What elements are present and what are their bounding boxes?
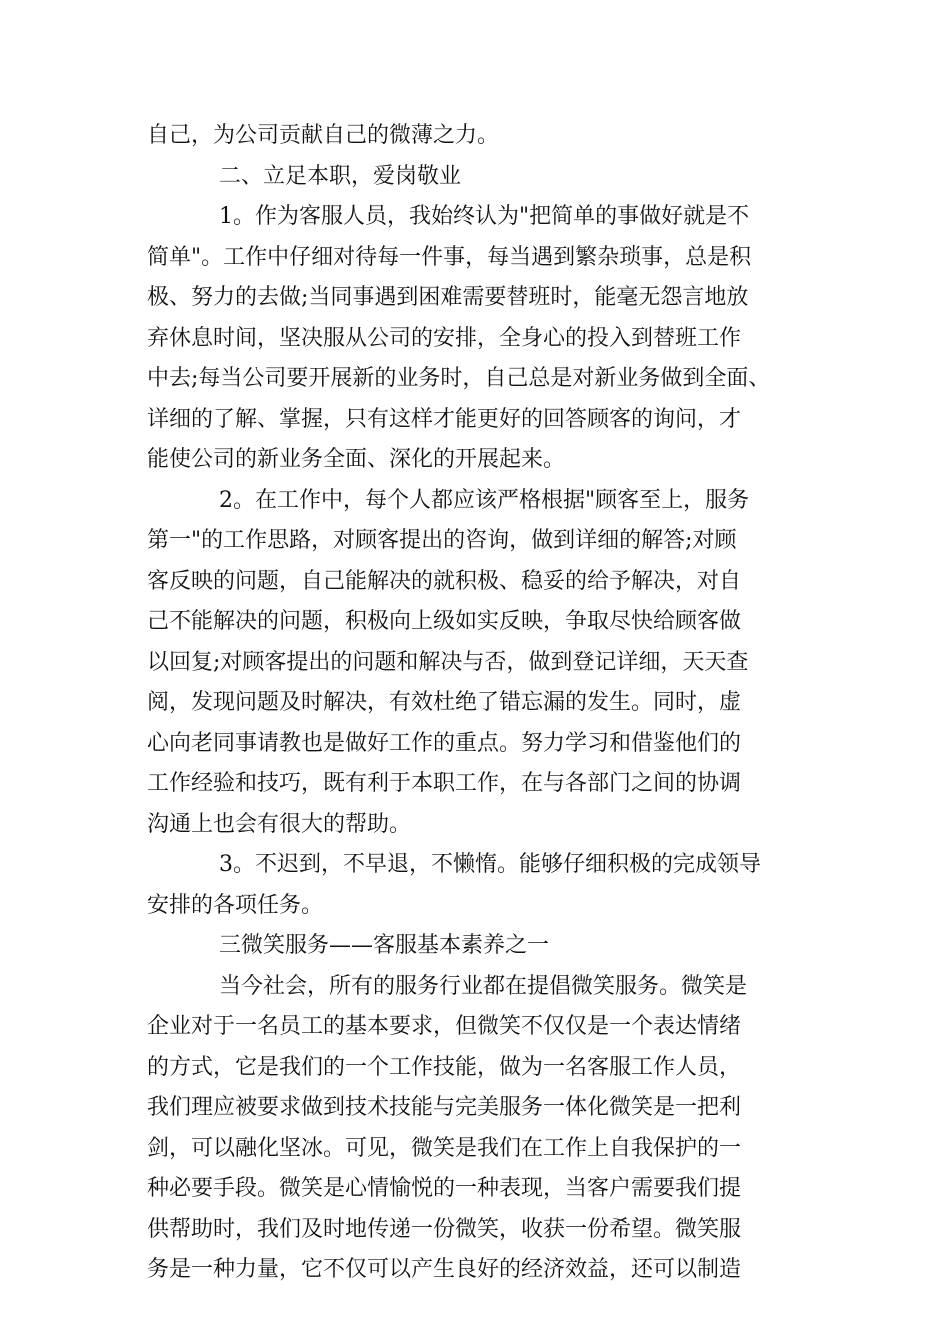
text-line: 中去;每当公司要开展新的业务时，自己总是对新业务做到全面、 xyxy=(147,366,771,391)
text-line: 3。不迟到，不早退，不懒惰。能够仔细积极的完成领导 xyxy=(219,852,761,877)
document-body xyxy=(147,116,817,1291)
text-line: 2。在工作中，每个人都应该严格根据"顾客至上，服务 xyxy=(219,487,750,513)
text-line: 弃休息时间，坚决服从公司的安排，全身心的投入到替班工作 xyxy=(147,325,742,351)
text-line: 剑，可以融化坚冰。可见，微笑是我们在工作上自我保护的一 xyxy=(147,1135,742,1161)
text-line: 的方式，它是我们的一个工作技能，做为一名客服工作人员， xyxy=(147,1054,742,1080)
text-line: 极、努力的去做;当同事遇到困难需要替班时，能毫无怨言地放 xyxy=(147,285,749,310)
text-line: 务是一种力量，它不仅可以产生良好的经济效益，还可以制造 xyxy=(147,1257,742,1282)
text-line: 自己，为公司贡献自己的微薄之力。 xyxy=(147,123,500,148)
text-line: 三微笑服务——客服基本素养之一 xyxy=(219,933,550,958)
text-line: 第一"的工作思路，对顾客提出的咨询，做到详细的解答;对顾 xyxy=(147,528,737,553)
text-line: 二、立足本职，爱岗敬业 xyxy=(219,163,462,189)
text-line: 企业对于一名员工的基本要求，但微笑不仅仅是一个表达情绪 xyxy=(147,1014,742,1039)
text-line: 能使公司的新业务全面、深化的开展起来。 xyxy=(147,447,566,472)
text-line: 工作经验和技巧，既有利于本职工作，在与各部门之间的协调 xyxy=(147,771,742,796)
text-line: 阅，发现问题及时解决，有效杜绝了错忘漏的发生。同时，虚 xyxy=(147,690,742,715)
text-line: 心向老同事请教也是做好工作的重点。努力学习和借鉴他们的 xyxy=(147,730,742,756)
text-line: 安排的各项任务。 xyxy=(147,892,324,918)
text-line: 我们理应被要求做到技术技能与完美服务一体化微笑是一把利 xyxy=(147,1095,742,1120)
text-line: 己不能解决的问题，积极向上级如实反映，争取尽快给顾客做 xyxy=(147,609,742,634)
text-line: 以回复;对顾客提出的问题和解决与否，做到登记详细，天天查 xyxy=(147,649,749,675)
text-line: 1。作为客服人员，我始终认为"把简单的事做好就是不 xyxy=(219,204,750,229)
text-line: 详细的了解、掌握，只有这样才能更好的回答顾客的询问，才 xyxy=(147,406,742,432)
text-line: 沟通上也会有很大的帮助。 xyxy=(147,811,412,837)
text-line: 供帮助时，我们及时地传递一份微笑，收获一份希望。微笑服 xyxy=(147,1216,742,1242)
text-line: 当今社会，所有的服务行业都在提倡微笑服务。微笑是 xyxy=(219,973,748,999)
text-line: 种必要手段。微笑是心情愉悦的一种表现，当客户需要我们提 xyxy=(147,1176,742,1201)
text-line: 简单"。工作中仔细对待每一件事，每当遇到繁杂琐事，总是积 xyxy=(147,244,752,270)
text-line: 客反映的问题，自己能解决的就积极、稳妥的给予解决，对自 xyxy=(147,568,742,594)
